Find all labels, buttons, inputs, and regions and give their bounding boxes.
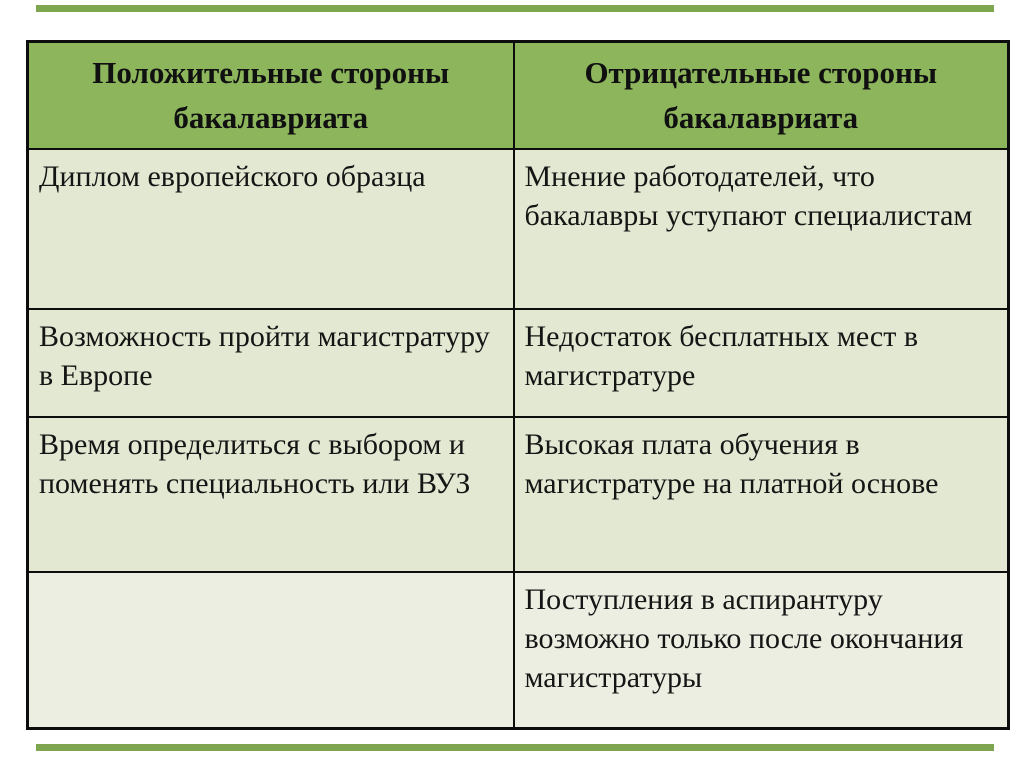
header-positive-column: Положительные стороны бакалавриата: [28, 42, 514, 149]
cell-positive-2: Возможность пройти магистратуру в Европе: [28, 309, 514, 417]
table-row: [28, 417, 1009, 572]
table-row: [28, 572, 1009, 729]
header-negative-column: Отрицательные стороны бакалавриата: [514, 42, 1009, 149]
bottom-accent-bar: [36, 744, 994, 751]
cell-negative-3: Высокая плата обучения в магистратуре на платной основе: [514, 417, 1009, 572]
table-header-row: [28, 42, 1009, 149]
cell-negative-2: Недостаток бесплатных мест в магистратуре: [514, 309, 1009, 417]
table-row: [28, 309, 1009, 417]
comparison-table: [26, 40, 1010, 730]
cell-positive-1: Диплом европейского образца: [28, 149, 514, 309]
cell-positive-4: [28, 572, 514, 729]
cell-negative-1: Мнение работодателей, что бакалавры уступают специалистам: [514, 149, 1009, 309]
cell-negative-4: Поступления в аспирантуру возможно только после окончания магистратуры: [514, 572, 1009, 729]
table-row: [28, 149, 1009, 309]
top-accent-bar: [36, 5, 994, 12]
cell-positive-3: Время определиться с выбором и поменять специальность или ВУЗ: [28, 417, 514, 572]
